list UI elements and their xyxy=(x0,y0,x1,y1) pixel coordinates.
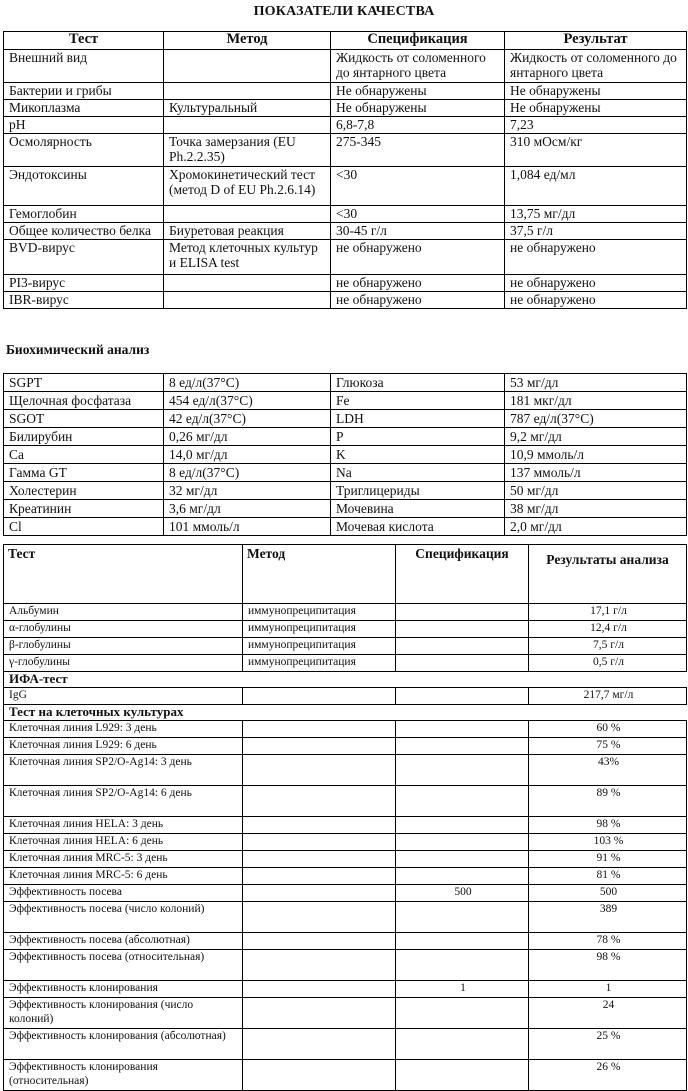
method-cell xyxy=(164,50,331,83)
result-cell: 37,5 г/л xyxy=(505,223,687,240)
test-cell: Клеточная линия HELA: 6 день xyxy=(4,834,243,851)
spec-cell: не обнаружено xyxy=(331,240,505,275)
result-cell: 12,4 г/л xyxy=(529,621,687,638)
result-cell: 389 xyxy=(529,902,687,933)
method-cell xyxy=(243,950,396,981)
spec-cell xyxy=(396,1060,529,1091)
result-cell: не обнаружено xyxy=(505,275,687,292)
table-header-row xyxy=(4,545,687,604)
spec-cell: Не обнаружены xyxy=(331,83,505,100)
table-row xyxy=(4,998,687,1029)
result-cell: 1,084 ед/мл xyxy=(505,167,687,206)
group-row xyxy=(4,672,687,688)
table-row xyxy=(4,392,687,410)
result-cell: не обнаружено xyxy=(505,292,687,309)
spec-cell xyxy=(396,621,529,638)
method-cell xyxy=(243,834,396,851)
spec-cell: 1 xyxy=(396,981,529,998)
spec-cell: не обнаружено xyxy=(331,275,505,292)
method-cell xyxy=(164,292,331,309)
table-row xyxy=(4,410,687,428)
test-cell: Эффективность клонирования xyxy=(4,981,243,998)
table-row xyxy=(4,374,687,392)
test-cell: Эффективность клонирования (относительная) xyxy=(4,1060,243,1091)
test-cell: Альбумин xyxy=(4,604,243,621)
table-row xyxy=(4,428,687,446)
param-cell: K xyxy=(331,446,505,464)
param-cell: Щелочная фосфатаза xyxy=(4,392,164,410)
table-row xyxy=(4,604,687,621)
method-cell xyxy=(243,1029,396,1060)
test-cell: IBR-вирус xyxy=(4,292,164,309)
table-row xyxy=(4,500,687,518)
spec-cell xyxy=(396,721,529,738)
param-cell: Cl xyxy=(4,518,164,536)
param-cell: SGOT xyxy=(4,410,164,428)
test-cell: Клеточная линия HELA: 3 день xyxy=(4,817,243,834)
method-cell: Точка замерзания (EU Ph.2.2.35) xyxy=(164,134,331,167)
table-row xyxy=(4,834,687,851)
test-cell: Микоплазма xyxy=(4,100,164,117)
test-cell: pH xyxy=(4,117,164,134)
table-row xyxy=(4,621,687,638)
result-cell: 81 % xyxy=(529,868,687,885)
value-cell: 8 ед/л(37°C) xyxy=(164,464,331,482)
value-cell: 14,0 мг/дл xyxy=(164,446,331,464)
table-row xyxy=(4,721,687,738)
method-cell xyxy=(243,851,396,868)
method-cell xyxy=(243,981,396,998)
spec-cell: не обнаружено xyxy=(331,292,505,309)
table-row xyxy=(4,206,687,223)
value-cell: 101 ммоль/л xyxy=(164,518,331,536)
table-row xyxy=(4,950,687,981)
test-cell: Клеточная линия L929: 3 день xyxy=(4,721,243,738)
test-cell: Клеточная линия L929: 6 день xyxy=(4,738,243,755)
group-row xyxy=(4,705,687,721)
result-cell: 17,1 г/л xyxy=(529,604,687,621)
column-header: Результаты анализа xyxy=(529,545,687,604)
test-cell: α-глобулины xyxy=(4,621,243,638)
result-cell: 75 % xyxy=(529,738,687,755)
param-cell: Мочевая кислота xyxy=(331,518,505,536)
result-cell: не обнаружено xyxy=(505,240,687,275)
method-cell xyxy=(243,738,396,755)
method-cell: Биуретовая реакция xyxy=(164,223,331,240)
method-cell xyxy=(243,721,396,738)
table-row xyxy=(4,223,687,240)
value-cell: 181 мкг/дл xyxy=(505,392,687,410)
value-cell: 3,6 мг/дл xyxy=(164,500,331,518)
param-cell: Na xyxy=(331,464,505,482)
group-heading: ИФА-тест xyxy=(4,672,687,688)
table-row xyxy=(4,1060,687,1091)
test-cell: Внешний вид xyxy=(4,50,164,83)
param-cell: Креатинин xyxy=(4,500,164,518)
method-cell xyxy=(243,1060,396,1091)
test-cell: Осмолярность xyxy=(4,134,164,167)
table-row xyxy=(4,117,687,134)
result-cell: 310 мОсм/кг xyxy=(505,134,687,167)
table-row xyxy=(4,738,687,755)
group-heading: Тест на клеточных культурах xyxy=(4,705,687,721)
param-cell: Триглицериды xyxy=(331,482,505,500)
result-cell: 98 % xyxy=(529,817,687,834)
spec-cell xyxy=(396,738,529,755)
analysis-table xyxy=(3,544,687,1091)
spec-cell: 275-345 xyxy=(331,134,505,167)
method-cell xyxy=(164,83,331,100)
result-cell: 1 xyxy=(529,981,687,998)
param-cell: SGPT xyxy=(4,374,164,392)
method-cell: иммунопреципитация xyxy=(243,604,396,621)
result-cell: 89 % xyxy=(529,786,687,817)
value-cell: 50 мг/дл xyxy=(505,482,687,500)
spec-cell: 6,8-7,8 xyxy=(331,117,505,134)
table-row xyxy=(4,482,687,500)
result-cell: 217,7 мг/л xyxy=(529,688,687,705)
table-row xyxy=(4,817,687,834)
value-cell: 137 ммоль/л xyxy=(505,464,687,482)
spec-cell xyxy=(396,638,529,655)
biochem-table xyxy=(3,373,687,536)
table-row xyxy=(4,50,687,83)
spec-cell: 500 xyxy=(396,885,529,902)
result-cell: 24 xyxy=(529,998,687,1029)
param-cell: P xyxy=(331,428,505,446)
test-cell: Клеточная линия SP2/O-Ag14: 3 день xyxy=(4,755,243,786)
test-cell: Бактерии и грибы xyxy=(4,83,164,100)
result-cell: 98 % xyxy=(529,950,687,981)
column-header: Тест xyxy=(4,545,243,604)
table-row xyxy=(4,446,687,464)
test-cell: Эффективность посева (абсолютная) xyxy=(4,933,243,950)
result-cell: Не обнаружены xyxy=(505,100,687,117)
spec-cell: <30 xyxy=(331,167,505,206)
table-row xyxy=(4,902,687,933)
spec-cell xyxy=(396,902,529,933)
param-cell: Гамма GT xyxy=(4,464,164,482)
result-cell: 500 xyxy=(529,885,687,902)
column-header: Результат xyxy=(505,32,687,50)
test-cell: Клеточная линия MRC-5: 6 день xyxy=(4,868,243,885)
spec-cell xyxy=(396,868,529,885)
table-row xyxy=(4,851,687,868)
table-row xyxy=(4,464,687,482)
column-header: Метод xyxy=(243,545,396,604)
param-cell: Билирубин xyxy=(4,428,164,446)
test-cell: PI3-вирус xyxy=(4,275,164,292)
value-cell: 38 мг/дл xyxy=(505,500,687,518)
param-cell: Мочевина xyxy=(331,500,505,518)
table-row xyxy=(4,167,687,206)
spec-cell xyxy=(396,604,529,621)
spec-cell xyxy=(396,834,529,851)
value-cell: 42 ед/л(37°C) xyxy=(164,410,331,428)
result-cell: Жидкость от соломенного до янтарного цвета xyxy=(505,50,687,83)
table-row xyxy=(4,786,687,817)
value-cell: 9,2 мг/дл xyxy=(505,428,687,446)
column-header: Метод xyxy=(164,32,331,50)
test-cell: Общее количество белка xyxy=(4,223,164,240)
test-cell: γ-глобулины xyxy=(4,655,243,672)
method-cell xyxy=(243,868,396,885)
method-cell xyxy=(243,786,396,817)
result-cell: 26 % xyxy=(529,1060,687,1091)
spec-cell xyxy=(396,950,529,981)
test-cell: Клеточная линия MRC-5: 3 день xyxy=(4,851,243,868)
table-row xyxy=(4,83,687,100)
result-cell: 7,23 xyxy=(505,117,687,134)
test-cell: Гемоглобин xyxy=(4,206,164,223)
table-row xyxy=(4,518,687,536)
column-header: Спецификация xyxy=(396,545,529,604)
spec-cell xyxy=(396,688,529,705)
result-cell: 91 % xyxy=(529,851,687,868)
test-cell: Клеточная линия SP2/O-Ag14: 6 день xyxy=(4,786,243,817)
result-cell: 0,5 г/л xyxy=(529,655,687,672)
method-cell xyxy=(243,933,396,950)
spec-cell: <30 xyxy=(331,206,505,223)
table-row xyxy=(4,981,687,998)
biochem-heading: Биохимический анализ xyxy=(6,342,150,357)
result-cell: 25 % xyxy=(529,1029,687,1060)
spec-cell xyxy=(396,786,529,817)
table-row xyxy=(4,688,687,705)
param-cell: Глюкоза xyxy=(331,374,505,392)
method-cell: Метод клеточных культур и ELISA test xyxy=(164,240,331,275)
spec-cell: Жидкость от соломенного до янтарного цвета xyxy=(331,50,505,83)
param-cell: Холестерин xyxy=(4,482,164,500)
method-cell: иммунопреципитация xyxy=(243,638,396,655)
spec-cell xyxy=(396,755,529,786)
method-cell: Культуральный xyxy=(164,100,331,117)
table-row xyxy=(4,275,687,292)
result-cell: 60 % xyxy=(529,721,687,738)
method-cell xyxy=(243,998,396,1029)
test-cell: Эффективность посева (относительная) xyxy=(4,950,243,981)
method-cell xyxy=(243,817,396,834)
method-cell xyxy=(243,688,396,705)
param-cell: Fe xyxy=(331,392,505,410)
table-row xyxy=(4,240,687,275)
table-row xyxy=(4,100,687,117)
spec-cell: Не обнаружены xyxy=(331,100,505,117)
test-cell: β-глобулины xyxy=(4,638,243,655)
test-cell: Эффективность посева (число колоний) xyxy=(4,902,243,933)
value-cell: 787 ед/л(37°C) xyxy=(505,410,687,428)
method-cell xyxy=(164,206,331,223)
value-cell: 8 ед/л(37°C) xyxy=(164,374,331,392)
test-cell: BVD-вирус xyxy=(4,240,164,275)
table-row xyxy=(4,885,687,902)
value-cell: 32 мг/дл xyxy=(164,482,331,500)
table-row xyxy=(4,933,687,950)
spec-cell xyxy=(396,817,529,834)
value-cell: 454 ед/л(37°C) xyxy=(164,392,331,410)
column-header: Тест xyxy=(4,32,164,50)
param-cell: LDH xyxy=(331,410,505,428)
table-row xyxy=(4,638,687,655)
method-cell: Хромокинетический тест (метод D of EU Ph.2.6.14) xyxy=(164,167,331,206)
value-cell: 2,0 мг/дл xyxy=(505,518,687,536)
page-title: ПОКАЗАТЕЛИ КАЧЕСТВА xyxy=(253,4,435,19)
test-cell: Эффективность клонирования (число колоний) xyxy=(4,998,243,1029)
result-cell: 78 % xyxy=(529,933,687,950)
table-row xyxy=(4,292,687,309)
spec-cell xyxy=(396,851,529,868)
spec-cell xyxy=(396,998,529,1029)
spec-cell xyxy=(396,933,529,950)
value-cell: 0,26 мг/дл xyxy=(164,428,331,446)
column-header: Спецификация xyxy=(331,32,505,50)
quality-table xyxy=(3,31,687,309)
method-cell: иммунопреципитация xyxy=(243,655,396,672)
method-cell xyxy=(164,117,331,134)
spec-cell: 30-45 г/л xyxy=(331,223,505,240)
table-header-row xyxy=(4,32,687,50)
result-cell: 7,5 г/л xyxy=(529,638,687,655)
result-cell: Не обнаружены xyxy=(505,83,687,100)
param-cell: Ca xyxy=(4,446,164,464)
method-cell xyxy=(243,902,396,933)
test-cell: Эффективность посева xyxy=(4,885,243,902)
table-row xyxy=(4,134,687,167)
method-cell: иммунопреципитация xyxy=(243,621,396,638)
method-cell xyxy=(243,885,396,902)
method-cell xyxy=(164,275,331,292)
method-cell xyxy=(243,755,396,786)
test-cell: Эффективность клонирования (абсолютная) xyxy=(4,1029,243,1060)
table-row xyxy=(4,755,687,786)
result-cell: 13,75 мг/дл xyxy=(505,206,687,223)
table-row xyxy=(4,1029,687,1060)
result-cell: 43% xyxy=(529,755,687,786)
table-row xyxy=(4,655,687,672)
result-cell: 103 % xyxy=(529,834,687,851)
value-cell: 10,9 ммоль/л xyxy=(505,446,687,464)
table-row xyxy=(4,868,687,885)
spec-cell xyxy=(396,655,529,672)
test-cell: Эндотоксины xyxy=(4,167,164,206)
spec-cell xyxy=(396,1029,529,1060)
value-cell: 53 мг/дл xyxy=(505,374,687,392)
test-cell: IgG xyxy=(4,688,243,705)
